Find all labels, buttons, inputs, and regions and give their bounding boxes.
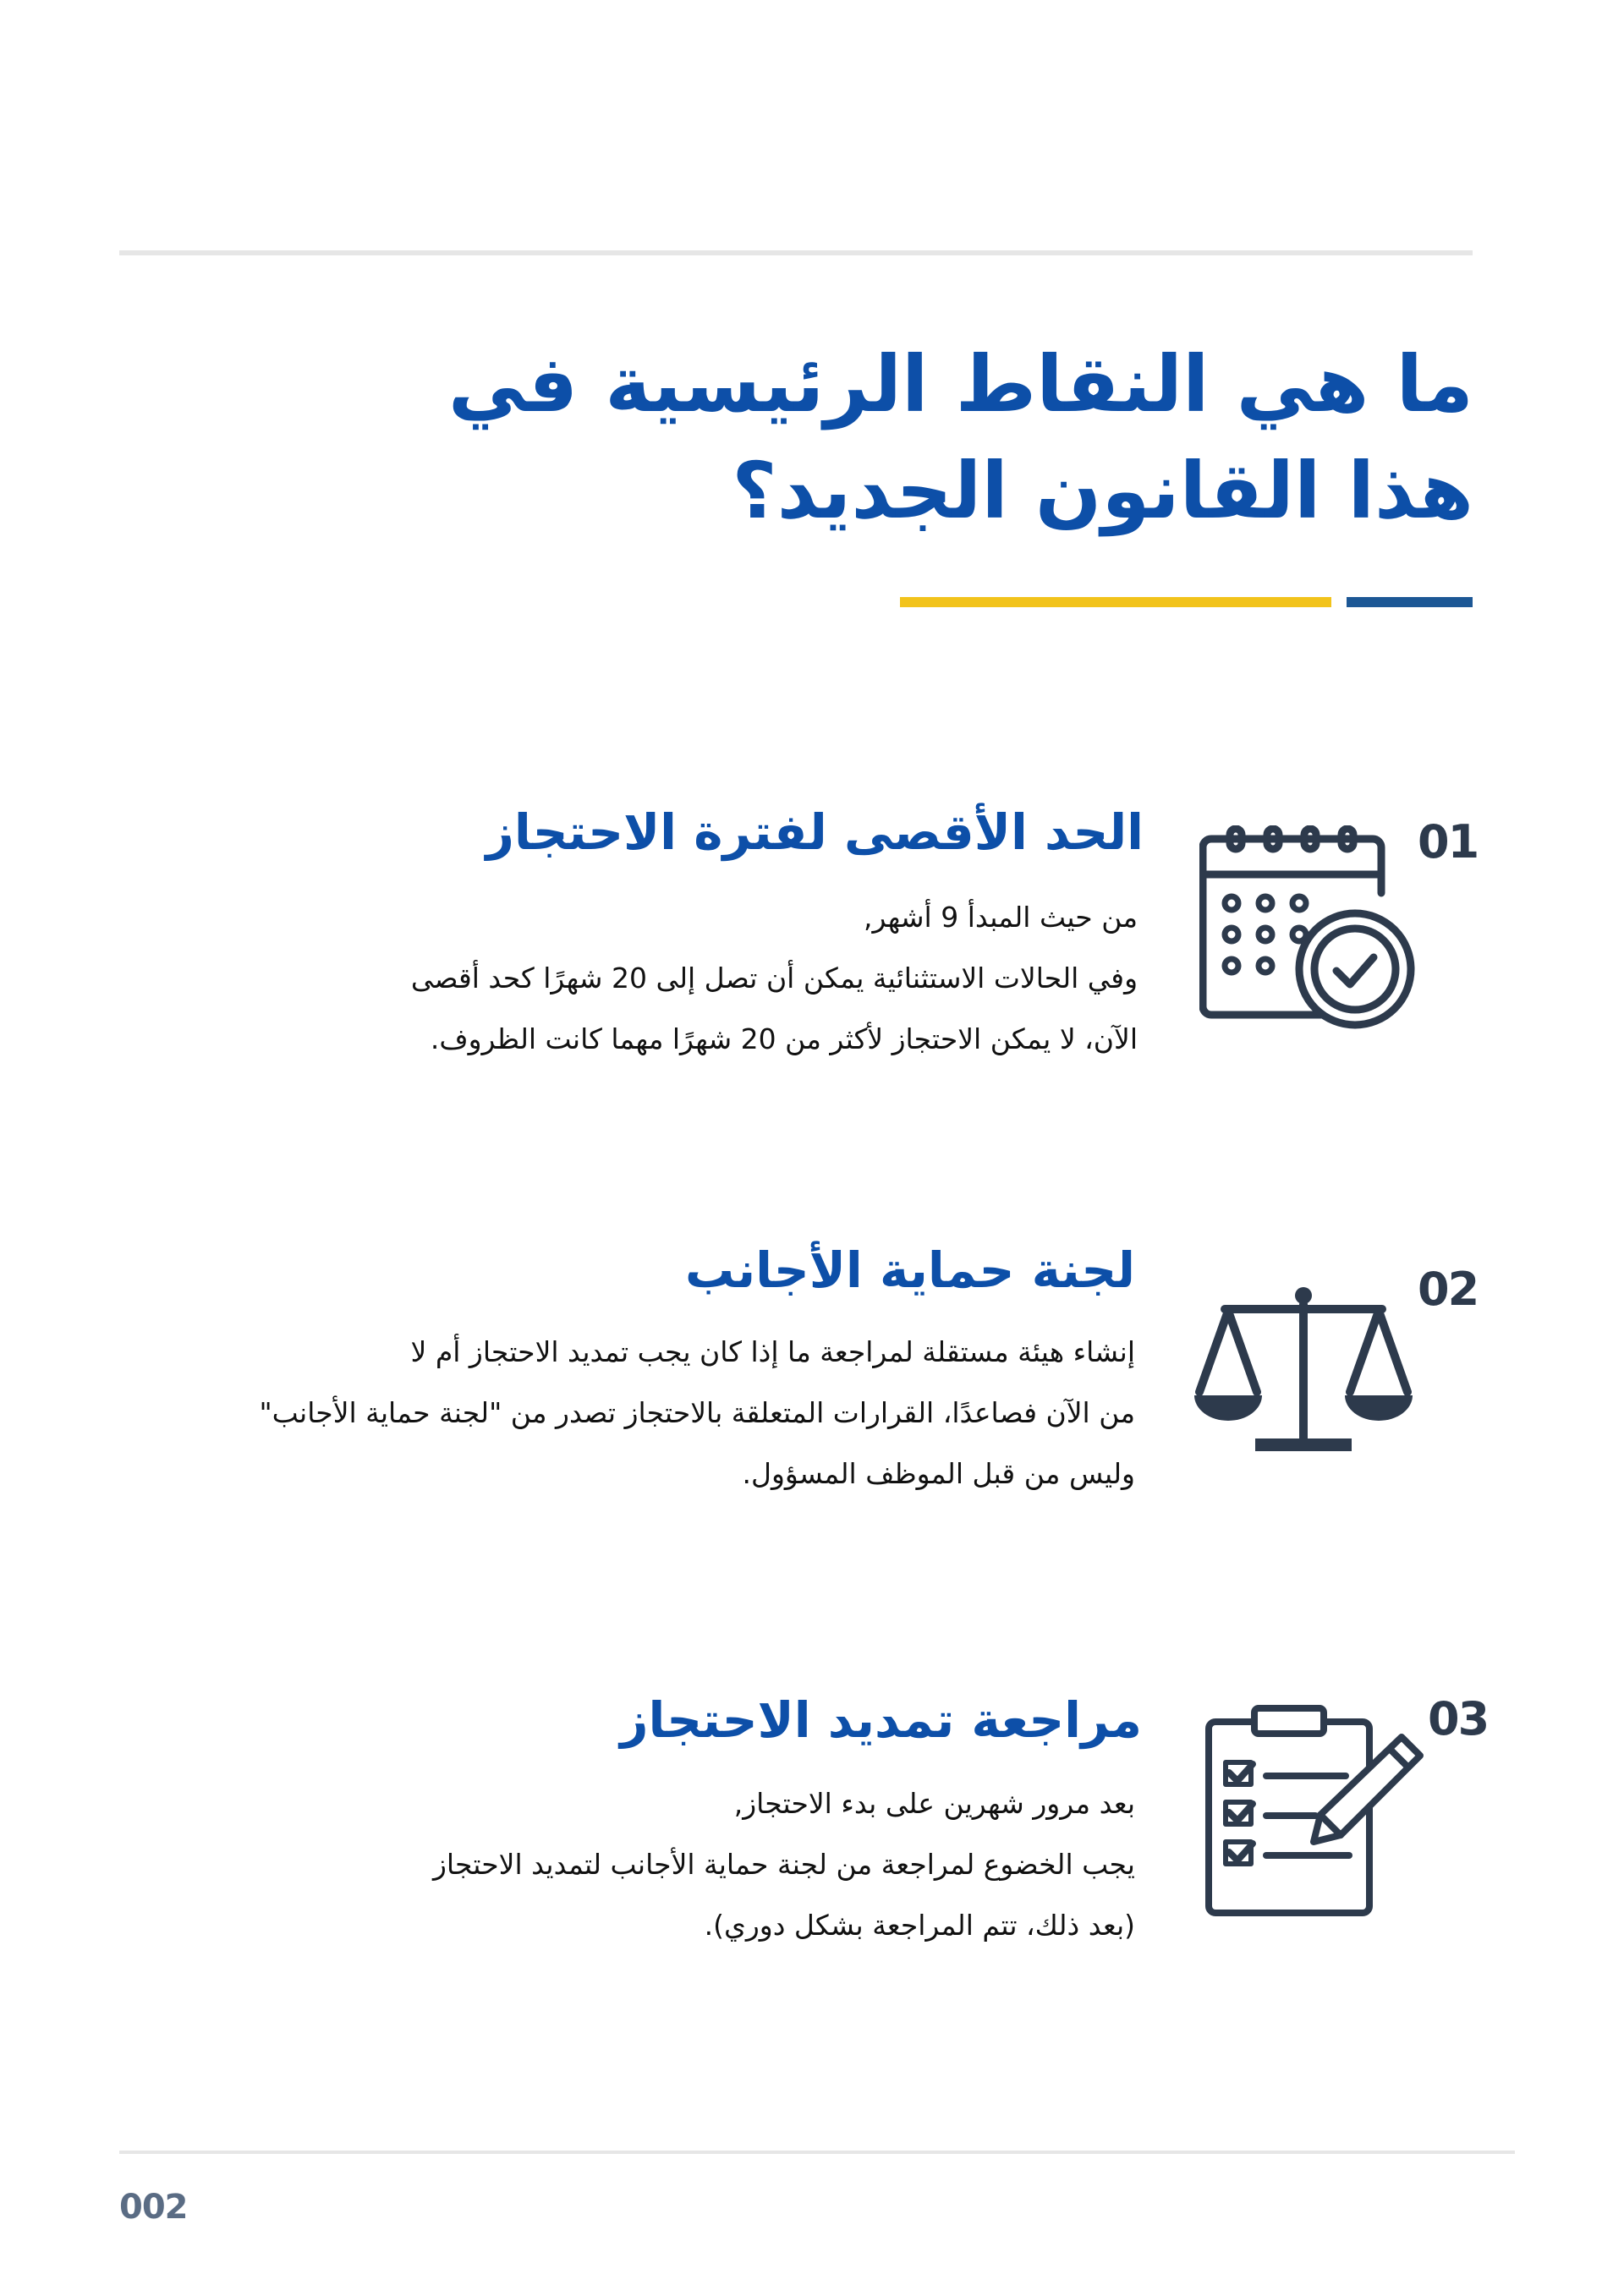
section-3-body (433, 1773, 1135, 1956)
page-title-line-1: ما هي النقاط الرئيسية في (447, 339, 1473, 430)
section-1-title: الحد الأقصى لفترة الاحتجاز (486, 803, 1144, 861)
scales-of-justice-icon (1191, 1284, 1416, 1458)
top-divider (119, 250, 1473, 255)
section-1-line-3: الآن، لا يمكن الاحتجاز لأكثر من 20 شهرًا مهما كانت الظروف. (430, 1022, 1138, 1055)
section-2-line-2: من الآن فصاعدًا، القرارات المتعلقة بالاحتجاز تصدر من "لجنة حماية الأجانب" (259, 1396, 1135, 1429)
section-2-line-1: إنشاء هيئة مستقلة لمراجعة ما إذا كان يجب تمديد الاحتجاز أم لا (410, 1335, 1135, 1368)
bottom-divider (119, 2151, 1515, 2154)
section-3-line-3: (بعد ذلك، تتم المراجعة بشكل دوري). (704, 1909, 1135, 1942)
page-number: 002 (119, 2188, 188, 2227)
section-3-line-1: بعد مرور شهرين على بدء الاحتجاز, (733, 1787, 1135, 1820)
section-2-body (259, 1322, 1135, 1504)
calendar-clock-icon (1199, 825, 1421, 1037)
page-title (289, 332, 1473, 545)
section-3-title: مراجعة تمديد الاحتجاز (620, 1691, 1142, 1749)
section-1-body (411, 887, 1138, 1070)
section-2-title: لجنة حماية الأجانب (684, 1241, 1135, 1299)
page-title-line-2: هذا القانون الجديد؟ (732, 446, 1473, 536)
title-accent-blue-bar (1347, 597, 1473, 607)
section-1-number: 01 (1418, 815, 1479, 869)
section-1-line-2: وفي الحالات الاستثنائية يمكن أن تصل إلى 20 شهرًا كحد أقصى (410, 962, 1138, 995)
section-2-number: 02 (1418, 1263, 1479, 1316)
section-2-line-3: وليس من قبل الموظف المسؤول. (742, 1457, 1135, 1490)
section-3-number: 03 (1428, 1692, 1489, 1745)
title-accent-yellow-bar (900, 597, 1331, 607)
section-3-line-2: يجب الخضوع لمراجعة من لجنة حماية الأجانب لتمديد الاحتجاز (432, 1848, 1135, 1881)
section-1-line-1: من حيث المبدأ 9 أشهر, (864, 901, 1138, 934)
clipboard-checklist-icon (1205, 1705, 1425, 1916)
